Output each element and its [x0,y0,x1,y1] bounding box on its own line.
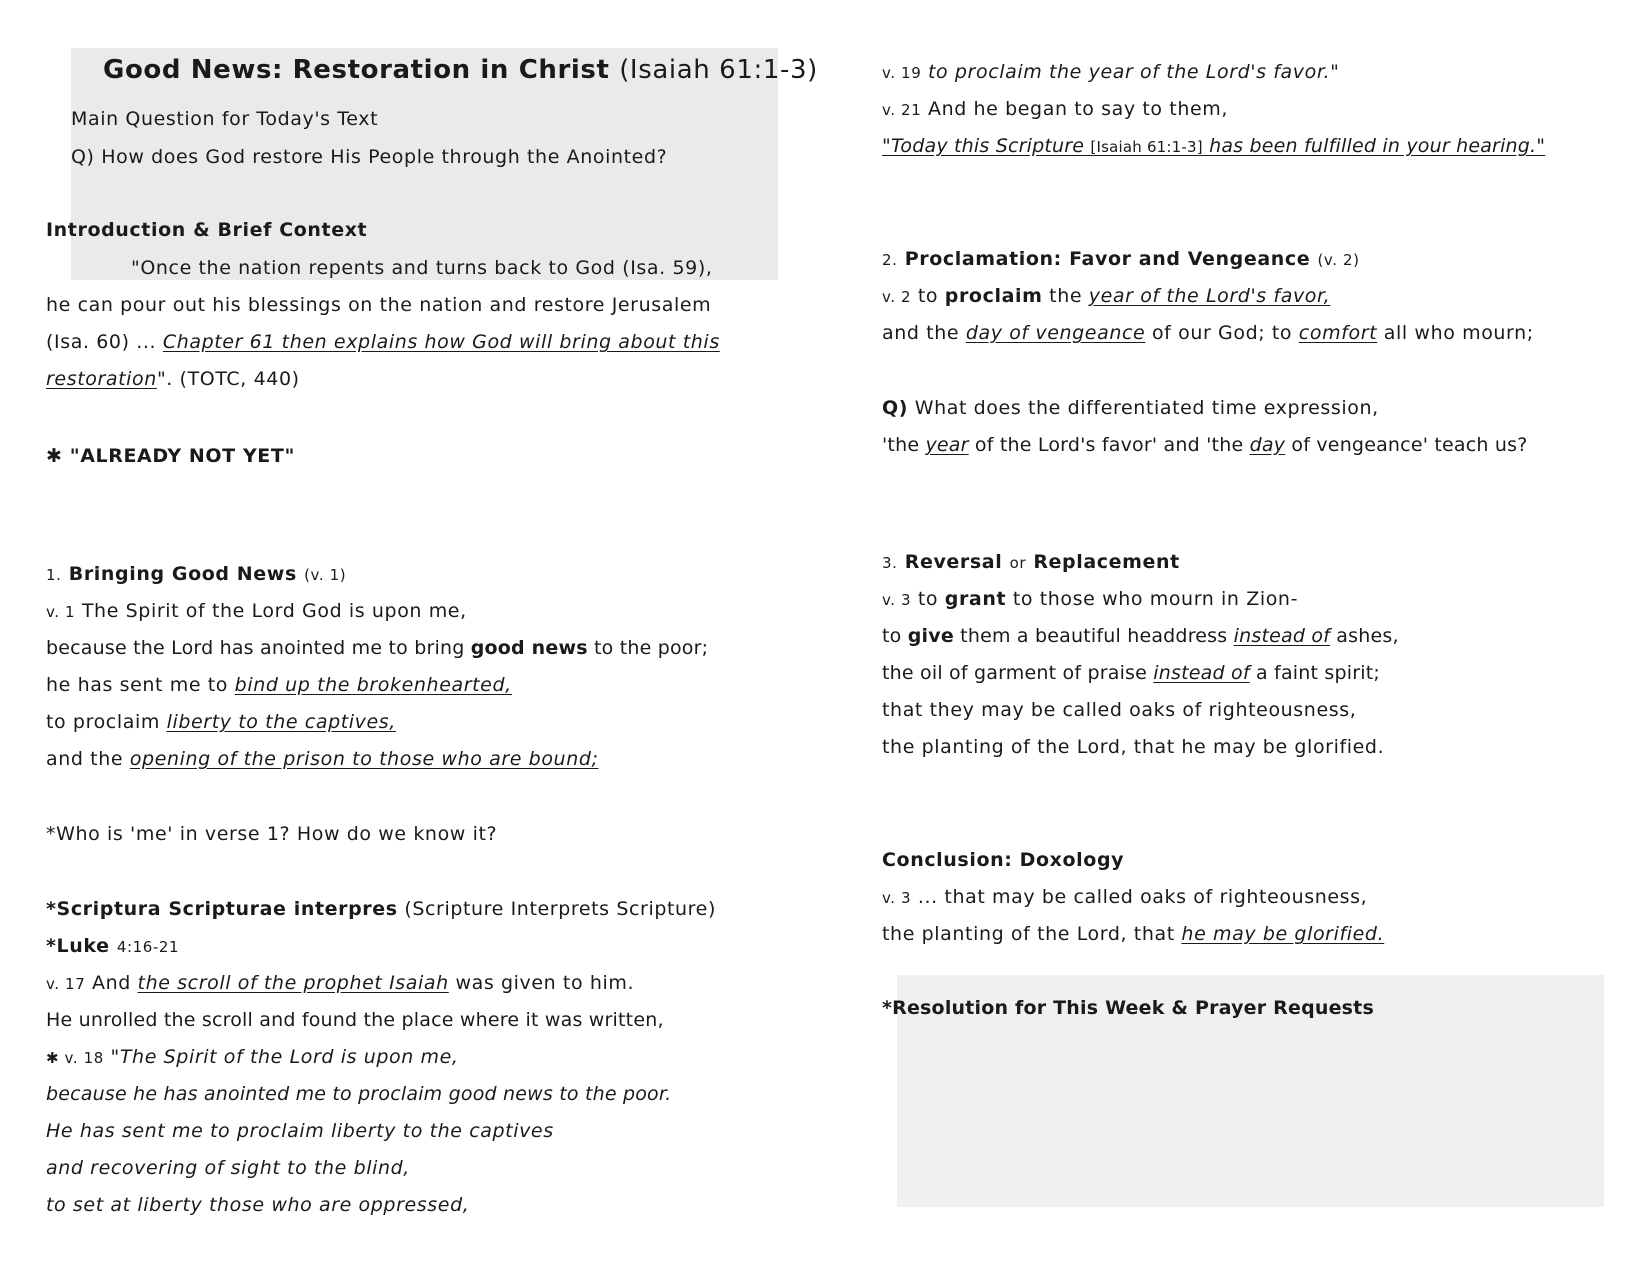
intro-line-4: restoration". (TOTC, 440) [46,368,300,390]
resolution-heading: *Resolution for This Week & Prayer Requests [882,997,1374,1019]
verse-3-line-5: the planting of the Lord, that he may be glorified. [882,736,1385,758]
verse-3-line-1: v. 3 to grant to those who mourn in Zion- [882,588,1299,610]
intro-heading: Introduction & Brief Context [46,219,368,241]
verse-21-line: v. 21 And he began to say to them, [882,98,1229,120]
section-2-heading: 2. Proclamation: Favor and Vengeance (v. 2) [882,248,1360,270]
verse-3-line-4: that they may be called oaks of righteousness, [882,699,1357,721]
verse-18-line-5: to set at liberty those who are oppressed, [46,1194,470,1216]
verse-3-line-2: to give them a beautiful headdress instead of ashes, [882,625,1399,647]
intro-line-2: he can pour out his blessings on the nation and restore Jerusalem [46,294,712,316]
verse-17-line-2: He unrolled the scroll and found the place where it was written, [46,1009,664,1031]
verse-2-line-2: and the day of vengeance of our God; to comfort all who mourn; [882,322,1534,344]
main-question-label: Main Question for Today's Text [71,108,379,130]
verse-21-quote: "Today this Scripture [Isaiah 61:1-3] has been fulfilled in your hearing." [882,135,1546,157]
conclusion-line-1: v. 3 ... that may be called oaks of righteousness, [882,886,1368,908]
verse-18-line-3: He has sent me to proclaim liberty to the captives [46,1120,554,1142]
page-title: Good News: Restoration in Christ (Isaiah 61:1-3) [103,55,818,85]
verse-1-line-2: because the Lord has anointed me to bring good news to the poor; [46,637,709,659]
who-is-me-question: *Who is 'me' in verse 1? How do we know it? [46,823,498,845]
section-1-heading: 1. Bringing Good News (v. 1) [46,563,347,585]
conclusion-heading: Conclusion: Doxology [882,849,1125,871]
verse-1-line-3: he has sent me to bind up the brokenhearted, [46,674,512,696]
verse-1-line-5: and the opening of the prison to those who are bound; [46,748,599,770]
main-question: Q) How does God restore His People through the Anointed? [71,146,668,168]
verse-1-line-1: v. 1 The Spirit of the Lord God is upon me, [46,600,467,622]
verse-19-line: v. 19 to proclaim the year of the Lord's favor." [882,61,1340,83]
verse-1-line-4: to proclaim liberty to the captives, [46,711,396,733]
intro-line-1: "Once the nation repents and turns back to God (Isa. 59), [131,257,713,279]
conclusion-line-2: the planting of the Lord, that he may be glorified. [882,923,1385,945]
verse-18-line-2: because he has anointed me to proclaim good news to the poor. [46,1083,672,1105]
verse-17-line-1: v. 17 And the scroll of the prophet Isaiah was given to him. [46,972,635,994]
scriptura-line: *Scriptura Scripturae interpres (Scripture Interprets Scripture) [46,898,716,920]
question-2-line-1: Q) What does the differentiated time expression, [882,397,1379,419]
luke-reference: *Luke 4:16-21 [46,935,180,957]
question-2-line-2: 'the year of the Lord's favor' and 'the day of vengeance' teach us? [882,434,1528,456]
verse-2-line-1: v. 2 to proclaim the year of the Lord's favor, [882,285,1331,307]
verse-18-line-4: and recovering of sight to the blind, [46,1157,410,1179]
section-3-heading: 3. Reversal or Replacement [882,551,1180,573]
already-not-yet: ✱ "ALREADY NOT YET" [46,445,295,467]
intro-line-3: (Isa. 60) ... Chapter 61 then explains how God will bring about this [46,331,720,353]
verse-3-line-3: the oil of garment of praise instead of a faint spirit; [882,662,1380,684]
verse-18-line-1: ✱ v. 18 "The Spirit of the Lord is upon me, [46,1046,459,1068]
